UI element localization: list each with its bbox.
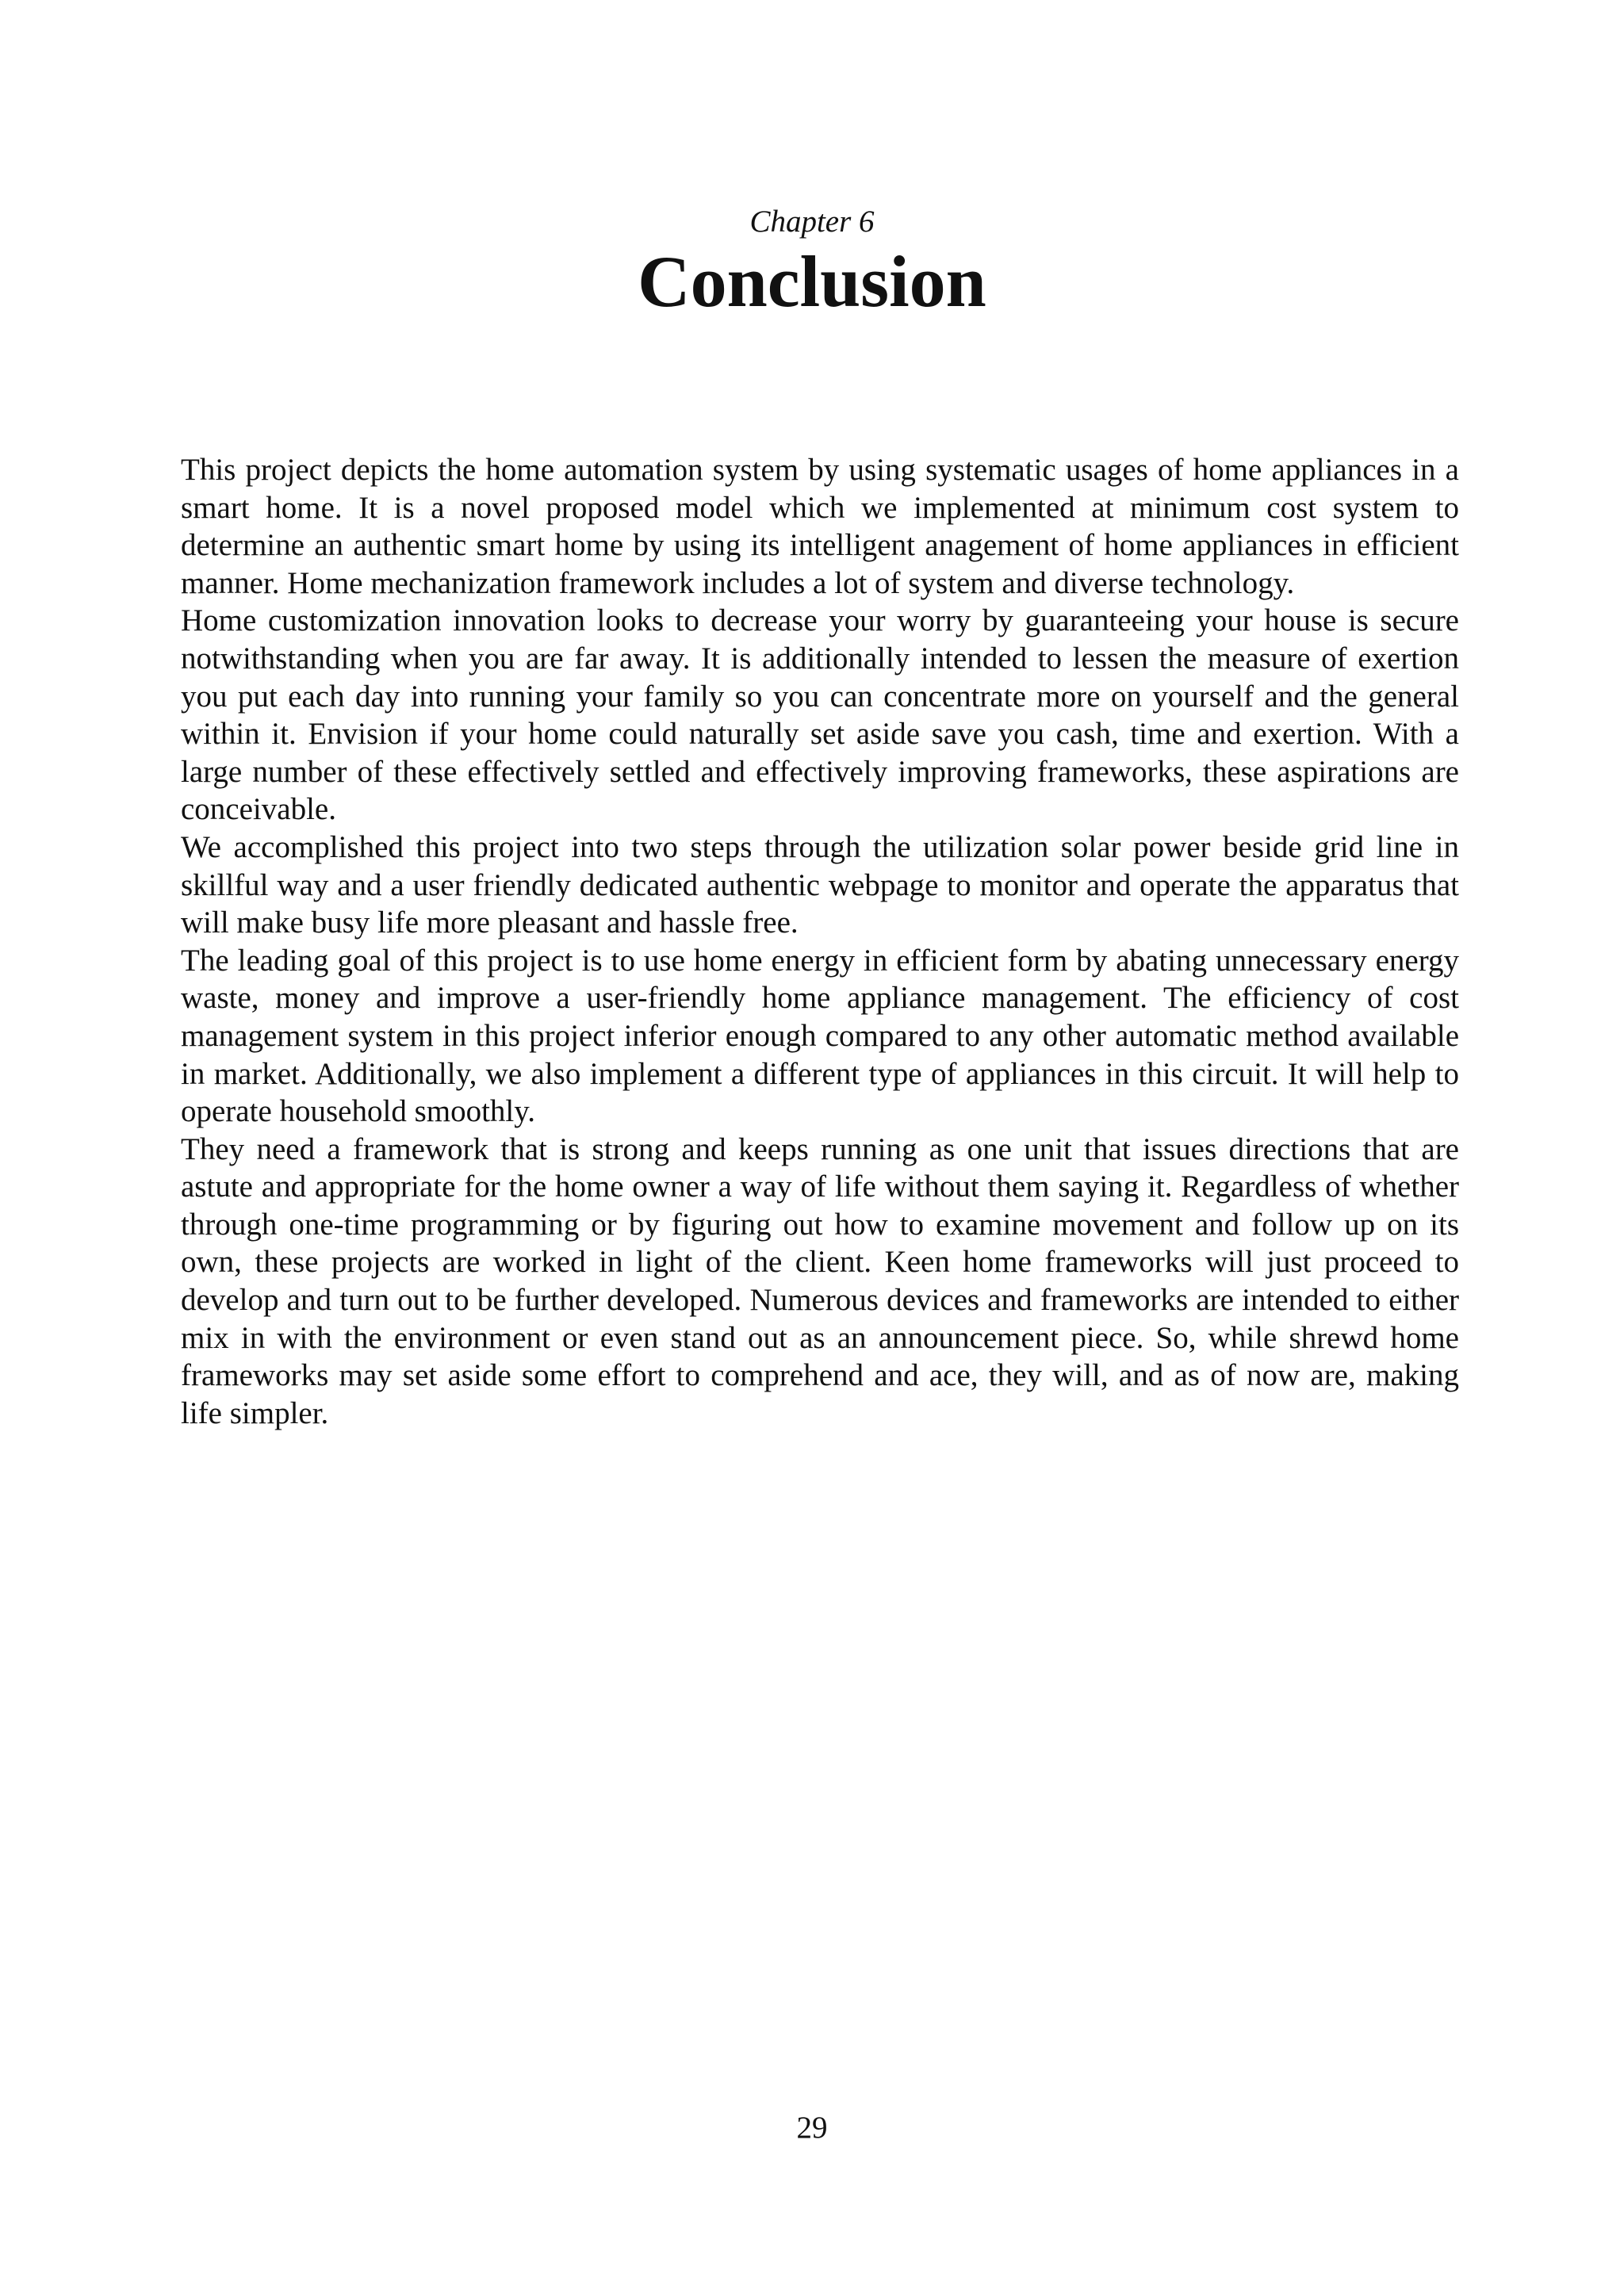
paragraph: We accomplished this project into two steps through the utilization solar power beside grid line in skillful way and a user friendly dedicated authentic webpage to monitor and operate the apparatus that will make busy life more pleasant and hassle free. <box>181 829 1459 940</box>
paragraph: This project depicts the home automation system by using systematic usages of home appliances in a smart home. It is a novel proposed model which we implemented at minimum cost system to determine an authentic smart home by using its intelligent anagement of home appliances in efficient manner. Home mechanization framework includes a lot of system and diverse technology. <box>181 453 1459 600</box>
chapter-label: Chapter 6 <box>749 205 875 239</box>
paragraph: The leading goal of this project is to use home energy in efficient form by abating unnecessary energy waste, money and improve a user-friendly home appliance management. The efficiency of cost management system in this project inferior enough compared to any other automatic method available in market. Additionally, we also implement a different type of appliances in this circuit. It will help to operate household smoothly. <box>181 943 1459 1129</box>
page-number: 29 <box>796 2111 828 2145</box>
paragraph: Home customization innovation looks to decrease your worry by guaranteeing your house is secure notwithstanding when you are far away. It is additionally intended to lessen the measure of exertion you put each day into running your family so you can concentrate more on yourself and the general within it. Envision if your home could naturally set aside save you cash, time and exertion. With a large number of these effectively settled and effectively improving frameworks, these aspirations are conceivable. <box>181 603 1459 827</box>
body-text <box>181 451 1459 1432</box>
paragraph: They need a framework that is strong and keeps running as one unit that issues directions that are astute and appropriate for the home owner a way of life without them saying it. Regardless of whether through one-time programming or by figuring out how to examine movement and follow up on its own, these projects are worked in light of the client. Keen home frameworks will just proceed to develop and turn out to be further developed. Numerous devices and frameworks are intended to either mix in with the environment or even stand out as an announcement piece. So, while shrewd home frameworks may set aside some effort to comprehend and ace, they will, and as of now are, making life simpler. <box>181 1131 1459 1430</box>
chapter-title: Conclusion <box>638 241 986 322</box>
